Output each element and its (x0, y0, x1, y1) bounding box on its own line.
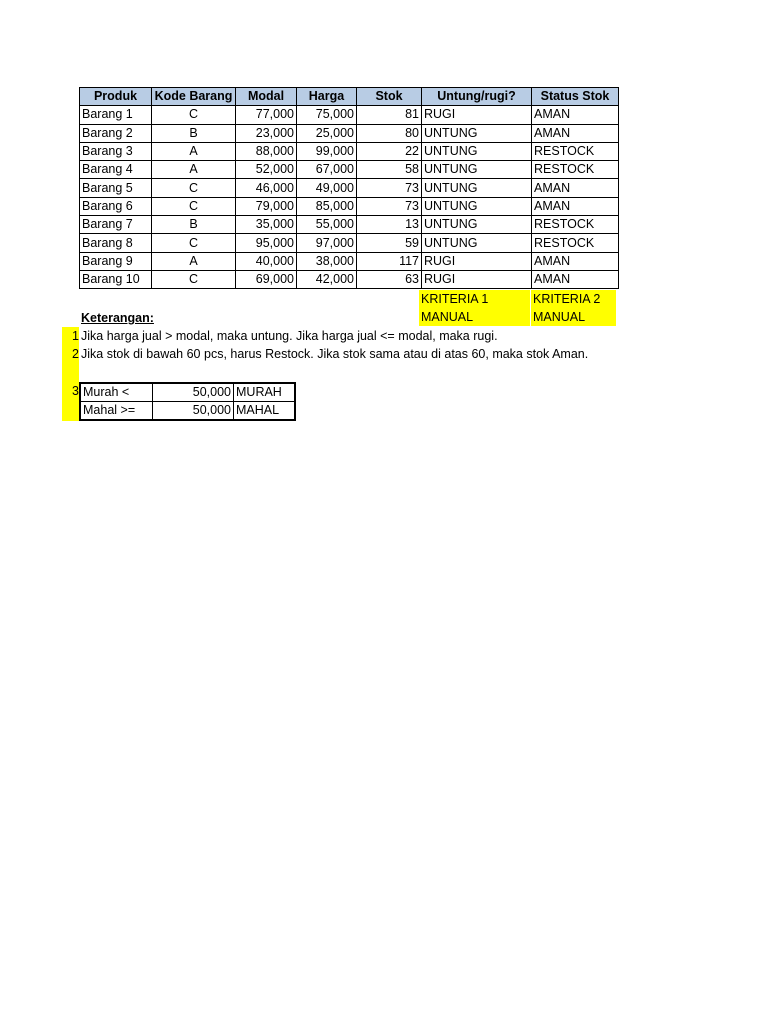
column-header-stok[interactable]: Stok (357, 88, 422, 106)
cell-status-stok[interactable]: AMAN (532, 252, 619, 270)
column-header-produk[interactable]: Produk (80, 88, 152, 106)
cell-produk[interactable]: Barang 9 (80, 252, 152, 270)
column-header-status-stok[interactable]: Status Stok (532, 88, 619, 106)
table-row (80, 197, 619, 215)
cell-modal[interactable]: 77,000 (236, 106, 297, 124)
note-text-1[interactable]: Jika harga jual > modal, maka untung. Jika harga jual <= modal, maka rugi. (81, 329, 498, 343)
cell-produk[interactable]: Barang 2 (80, 124, 152, 142)
cell-stok[interactable]: 58 (357, 161, 422, 179)
cell-untung-rugi[interactable]: RUGI (422, 270, 532, 288)
product-table (79, 87, 619, 289)
cell-status-stok[interactable]: RESTOCK (532, 142, 619, 160)
cell-kode-barang[interactable]: B (152, 216, 236, 234)
criteria-1-label: KRITERIA 1 (421, 292, 489, 306)
table-row (80, 270, 619, 288)
cell-modal[interactable]: 40,000 (236, 252, 297, 270)
cell-modal[interactable]: 95,000 (236, 234, 297, 252)
price-rule-label[interactable]: Murah < (80, 383, 153, 402)
column-header-kode-barang[interactable]: Kode Barang (152, 88, 236, 106)
cell-modal[interactable]: 46,000 (236, 179, 297, 197)
cell-modal[interactable]: 23,000 (236, 124, 297, 142)
cell-produk[interactable]: Barang 3 (80, 142, 152, 160)
cell-stok[interactable]: 22 (357, 142, 422, 160)
cell-untung-rugi[interactable]: UNTUNG (422, 142, 532, 160)
cell-status-stok[interactable]: AMAN (532, 179, 619, 197)
cell-status-stok[interactable]: RESTOCK (532, 161, 619, 179)
cell-untung-rugi[interactable]: UNTUNG (422, 124, 532, 142)
notes-heading[interactable]: Keterangan: (81, 311, 154, 325)
cell-harga[interactable]: 38,000 (297, 252, 357, 270)
table-row (80, 161, 619, 179)
cell-produk[interactable]: Barang 8 (80, 234, 152, 252)
cell-status-stok[interactable]: AMAN (532, 106, 619, 124)
cell-harga[interactable]: 99,000 (297, 142, 357, 160)
cell-kode-barang[interactable]: A (152, 252, 236, 270)
price-category[interactable]: MAHAL (234, 402, 296, 421)
cell-kode-barang[interactable]: B (152, 124, 236, 142)
cell-kode-barang[interactable]: A (152, 161, 236, 179)
cell-harga[interactable]: 49,000 (297, 179, 357, 197)
criteria-2-label: KRITERIA 2 (533, 292, 601, 306)
cell-untung-rugi[interactable]: UNTUNG (422, 179, 532, 197)
table-row (80, 106, 619, 124)
note-text-2[interactable]: Jika stok di bawah 60 pcs, harus Restock. Jika stok sama atau di atas 60, maka stok Aman. (81, 347, 589, 361)
cell-untung-rugi[interactable]: UNTUNG (422, 234, 532, 252)
price-threshold[interactable]: 50,000 (153, 383, 234, 402)
cell-status-stok[interactable]: AMAN (532, 124, 619, 142)
cell-harga[interactable]: 55,000 (297, 216, 357, 234)
cell-kode-barang[interactable]: C (152, 197, 236, 215)
cell-untung-rugi[interactable]: RUGI (422, 252, 532, 270)
cell-harga[interactable]: 25,000 (297, 124, 357, 142)
cell-modal[interactable]: 79,000 (236, 197, 297, 215)
price-category-table (79, 382, 296, 421)
cell-stok[interactable]: 63 (357, 270, 422, 288)
cell-stok[interactable]: 117 (357, 252, 422, 270)
cell-kode-barang[interactable]: C (152, 270, 236, 288)
cell-stok[interactable]: 73 (357, 197, 422, 215)
cell-kode-barang[interactable]: A (152, 142, 236, 160)
table-row (80, 402, 295, 421)
cell-harga[interactable]: 75,000 (297, 106, 357, 124)
cell-produk[interactable]: Barang 4 (80, 161, 152, 179)
cell-kode-barang[interactable]: C (152, 106, 236, 124)
cell-produk[interactable]: Barang 7 (80, 216, 152, 234)
table-row (80, 179, 619, 197)
cell-untung-rugi[interactable]: UNTUNG (422, 197, 532, 215)
table-row (80, 216, 619, 234)
table-header-row (80, 88, 619, 106)
table-row (80, 383, 295, 402)
cell-untung-rugi[interactable]: UNTUNG (422, 161, 532, 179)
cell-harga[interactable]: 85,000 (297, 197, 357, 215)
cell-stok[interactable]: 81 (357, 106, 422, 124)
cell-modal[interactable]: 52,000 (236, 161, 297, 179)
table-row (80, 124, 619, 142)
cell-harga[interactable]: 67,000 (297, 161, 357, 179)
table-row (80, 252, 619, 270)
cell-stok[interactable]: 80 (357, 124, 422, 142)
table-row (80, 234, 619, 252)
cell-harga[interactable]: 42,000 (297, 270, 357, 288)
criteria-1-mode: MANUAL (421, 310, 474, 324)
table-row (80, 142, 619, 160)
note-number-1[interactable]: 1 (72, 329, 79, 343)
cell-produk[interactable]: Barang 6 (80, 197, 152, 215)
cell-produk[interactable]: Barang 5 (80, 179, 152, 197)
column-header-harga[interactable]: Harga (297, 88, 357, 106)
cell-status-stok[interactable]: AMAN (532, 197, 619, 215)
cell-status-stok[interactable]: RESTOCK (532, 234, 619, 252)
cell-stok[interactable]: 73 (357, 179, 422, 197)
price-threshold[interactable]: 50,000 (153, 402, 234, 421)
cell-status-stok[interactable]: AMAN (532, 270, 619, 288)
price-category[interactable]: MURAH (234, 383, 296, 402)
cell-modal[interactable]: 69,000 (236, 270, 297, 288)
column-header-untung-rugi[interactable]: Untung/rugi? (422, 88, 532, 106)
criteria-2-mode: MANUAL (533, 310, 586, 324)
cell-kode-barang[interactable]: C (152, 179, 236, 197)
cell-harga[interactable]: 97,000 (297, 234, 357, 252)
price-rule-label[interactable]: Mahal >= (80, 402, 153, 421)
note-number-3[interactable]: 3 (72, 384, 79, 398)
cell-modal[interactable]: 88,000 (236, 142, 297, 160)
note-number-2[interactable]: 2 (72, 347, 79, 361)
criteria-2-cell[interactable] (531, 290, 616, 326)
cell-produk[interactable]: Barang 10 (80, 270, 152, 288)
cell-untung-rugi[interactable]: RUGI (422, 106, 532, 124)
cell-status-stok[interactable]: RESTOCK (532, 216, 619, 234)
cell-kode-barang[interactable]: C (152, 234, 236, 252)
cell-stok[interactable]: 59 (357, 234, 422, 252)
cell-produk[interactable]: Barang 1 (80, 106, 152, 124)
cell-untung-rugi[interactable]: UNTUNG (422, 216, 532, 234)
criteria-1-cell[interactable] (419, 290, 530, 326)
cell-stok[interactable]: 13 (357, 216, 422, 234)
column-header-modal[interactable]: Modal (236, 88, 297, 106)
cell-modal[interactable]: 35,000 (236, 216, 297, 234)
